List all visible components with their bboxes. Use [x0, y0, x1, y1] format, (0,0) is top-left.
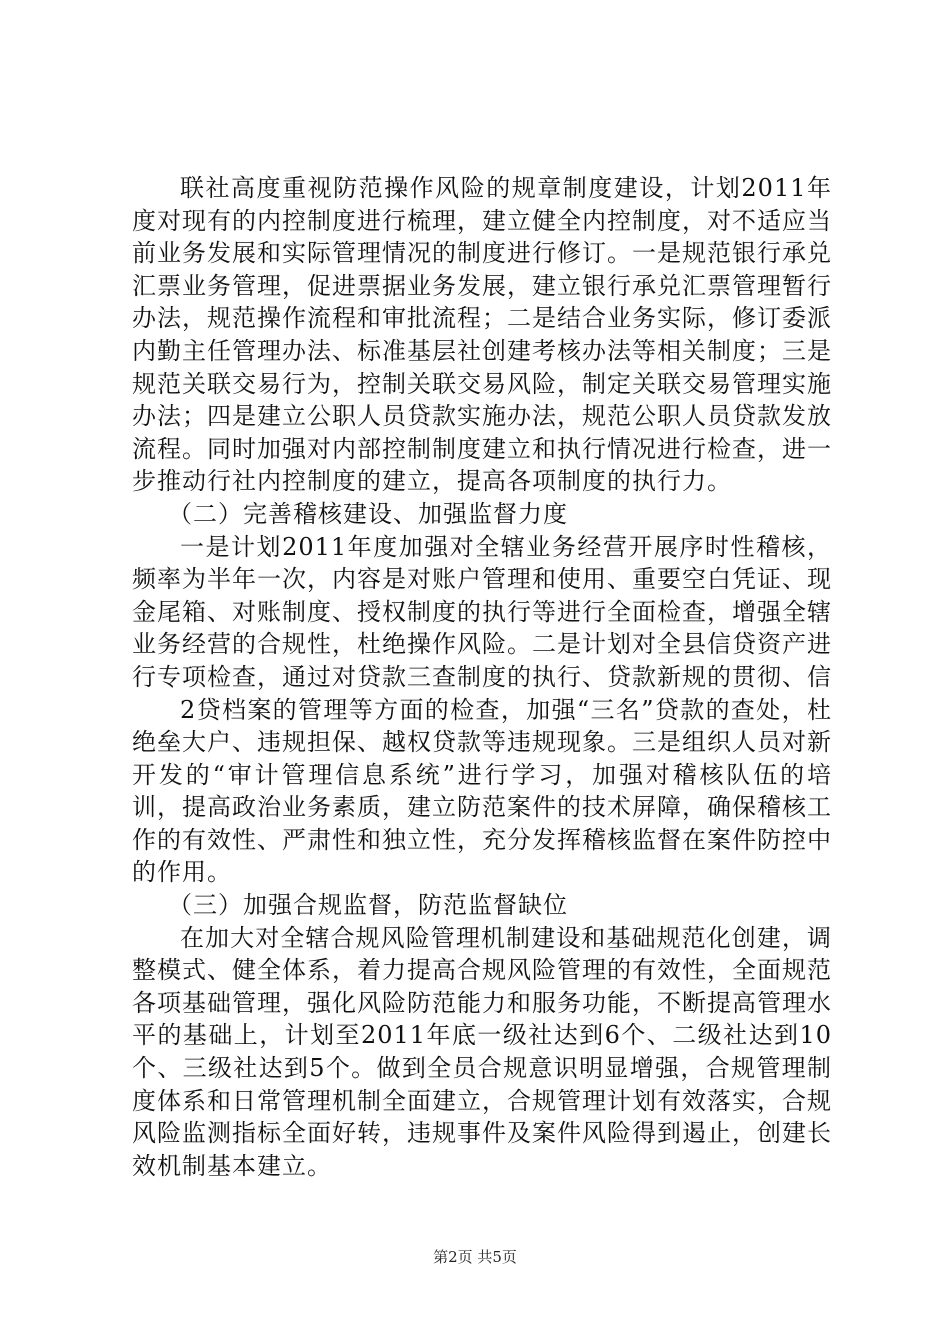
paragraph-audit-continued: 2贷档案的管理等方面的检查，加强“三名”贷款的查处，杜绝垒大户、违规担保、越权贷款等违规现象。三是组织人员对新开发的“审计管理信息系统”进行学习，加强对稽核队伍的培训，提高政治业务素质，建立防范案件的技术屏障，确保稽核工作的有效性、严肃性和独立性，充分发挥稽核监督在案件防控中的作用。: [132, 695, 832, 887]
section-heading-compliance: （三）加强合规监督，防范监督缺位: [168, 891, 568, 920]
document-body: [132, 172, 832, 1182]
paragraph-audit-plan: 一是计划2011年度加强对全辖业务经营开展序时性稽核，频率为半年一次，内容是对账户管理和使用、重要空白凭证、现金尾箱、对账制度、授权制度的执行等进行全面检查，增强全辖业务经营的合规性，杜绝操作风险。二是计划对全县信贷资产进行专项检查，通过对贷款三查制度的执行、贷款新规的贯彻、信: [132, 532, 832, 691]
page-number: 第2页 共5页: [433, 1248, 517, 1266]
paragraph-compliance: 在加大对全辖合规风险管理机制建设和基础规范化创建，调整模式、健全体系，着力提高合规风险管理的有效性，全面规范各项基础管理，强化风险防范能力和服务功能，不断提高管理水平的基础上，计划至2011年底一级社达到6个、二级社达到10个、三级社达到5个。做到全员合规意识明显增强，合规管理制度体系和日常管理机制全面建立，合规管理计划有效落实，合规风险监测指标全面好转，违规事件及案件风险得到遏止，创建长效机制基本建立。: [132, 923, 832, 1180]
paragraph-internal-control: 联社高度重视防范操作风险的规章制度建设，计划2011年度对现有的内控制度进行梳理，建立健全内控制度，对不适应当前业务发展和实际管理情况的制度进行修订。一是规范银行承兑汇票业务管理，促进票据业务发展，建立银行承兑汇票管理暂行办法，规范操作流程和审批流程；二是结合业务实际，修订委派内勤主任管理办法、标准基层社创建考核办法等相关制度；三是规范关联交易行为，控制关联交易风险，制定关联交易管理实施办法；四是建立公职人员贷款实施办法，规范公职人员贷款发放流程。同时加强对内部控制制度建立和执行情况进行检查，进一步推动行社内控制度的建立，提高各项制度的执行力。: [132, 174, 832, 496]
page-footer: [0, 1247, 950, 1267]
section-heading-audit: （二）完善稽核建设、加强监督力度: [168, 499, 568, 528]
